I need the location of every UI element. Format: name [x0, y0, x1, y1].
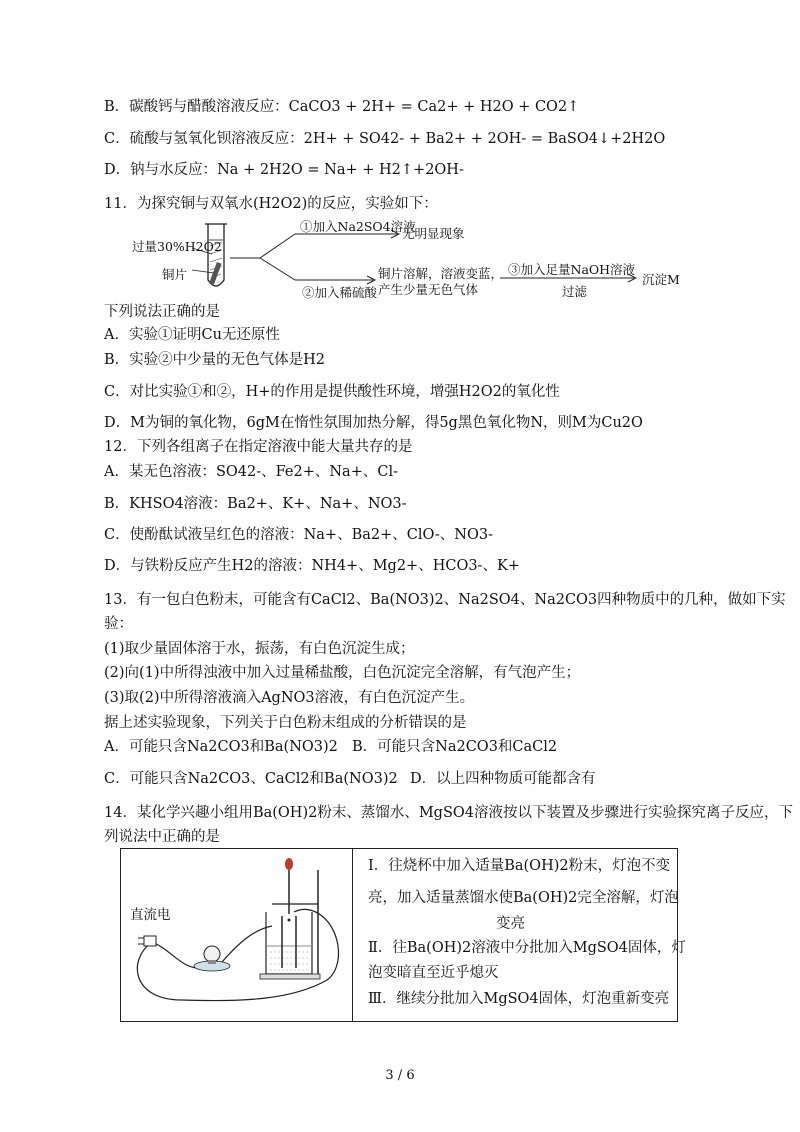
- q14-stem-line1: 14．某化学兴趣小组用Ba(OH)2粉末、蒸馏水、MgSO4溶液按以下装置及步骤进行实验探究离子反应，下: [104, 805, 793, 821]
- plug-icon: [138, 936, 156, 946]
- q13-option-b: B．可能只含Na2CO3和CaCl2: [352, 739, 558, 755]
- branch2-label: ②加入稀硫酸: [302, 285, 378, 300]
- q14-apparatus-diagram: [122, 850, 350, 1018]
- q10-option-b: B．碳酸钙与醋酸溶液反应：CaCO3 + 2H+ = Ca2+ + H2O + CO2↑: [104, 99, 580, 115]
- beaker-icon: [260, 912, 320, 979]
- dc-power-label: 直流电: [130, 907, 171, 923]
- q13-stem-line1: 13．有一包白色粉末，可能含有CaCl2、Ba(NO3)2、Na2SO4、Na2CO3四种物质中的几种，做如下实: [104, 592, 786, 608]
- q13-option-a: A．可能只含Na2CO3和Ba(NO3)2: [104, 739, 338, 755]
- q12-option-d: D．与铁粉反应产生H2的溶液：NH4+、Mg2+、HCO3-、K+: [104, 558, 520, 574]
- result2-line2: 产生少量无色气体: [378, 282, 479, 297]
- q13-option-d: D．以上四种物质可能都含有: [410, 771, 596, 787]
- q12-option-a: A．某无色溶液：SO42-、Fe2+、Na+、Cl-: [104, 464, 398, 480]
- q12-option-b: B．KHSO4溶液：Ba2+、K+、Na+、NO3-: [104, 496, 407, 512]
- step3-top-label: ③加入足量NaOH溶液: [508, 262, 636, 277]
- copper-label: 铜片: [162, 267, 188, 282]
- q14-step-1-line1: Ⅰ．往烧杯中加入适量Ba(OH)2粉末，灯泡不变: [368, 858, 671, 874]
- q14-step-1-line2: 亮，加入适量蒸馏水使Ba(OH)2完全溶解，灯泡: [368, 890, 679, 906]
- q14-step-2-line1: Ⅱ．往Ba(OH)2溶液中分批加入MgSO4固体，灯: [368, 940, 686, 956]
- q11-stem: 11．为探究铜与双氧水(H2O2)的反应，实验如下：: [104, 196, 438, 212]
- q11-option-b: B．实验②中少量的无色气体是H2: [104, 352, 326, 368]
- reagent-label: 过量30%H2O2: [132, 239, 222, 254]
- q11-option-a: A．实验①证明Cu无还原性: [104, 327, 280, 343]
- q10-option-c: C．硫酸与氢氧化钡溶液反应：2H+ + SO42- + Ba2+ + 2OH- = BaSO4↓+2H2O: [104, 131, 666, 147]
- dropper-icon: [285, 858, 293, 922]
- q14-table-divider: [352, 848, 353, 1021]
- q12-stem: 12．下列各组离子在指定溶液中能大量共存的是: [104, 439, 413, 455]
- q11-question: 下列说法正确的是: [104, 304, 220, 320]
- q13-stem-line2: 验：: [104, 616, 133, 632]
- q12-option-c: C．使酚酞试液呈红色的溶液：Na+、Ba2+、ClO-、NO3-: [104, 527, 493, 543]
- final-precipitate-label: 沉淀M: [642, 272, 680, 287]
- q11-option-c: C．对比实验①和②，H+的作用是提供酸性环境，增强H2O2的氧化性: [104, 384, 560, 400]
- q13-step-3: (3)取(2)中所得溶液滴入AgNO3溶液，有白色沉淀产生。: [104, 690, 475, 706]
- q14-step-3: Ⅲ．继续分批加入MgSO4固体，灯泡重新变亮: [368, 991, 670, 1007]
- q14-stem-line2: 列说法中正确的是: [104, 829, 220, 845]
- q14-step-2-line2: 泡变暗直至近乎熄灭: [368, 965, 499, 981]
- page-number: 3 / 6: [385, 1068, 415, 1083]
- branch1-label: ①加入Na2SO4溶液: [300, 219, 416, 234]
- q13-question: 据上述实验现象，下列关于白色粉末组成的分析错误的是: [104, 715, 467, 731]
- result2-line1: 铜片溶解，溶液变蓝，: [378, 266, 504, 281]
- q13-step-1: (1)取少量固体溶于水，振荡，有白色沉淀生成；: [104, 641, 415, 657]
- q13-option-c: C．可能只含Na2CO3、CaCl2和Ba(NO3)2: [104, 771, 398, 787]
- step3-bottom-label: 过滤: [562, 284, 588, 299]
- q11-option-d: D．M为铜的氧化物，6gM在惰性氛围加热分解，得5g黑色氧化物N，则M为Cu2O: [104, 415, 643, 431]
- copper-strip-icon: [209, 262, 221, 284]
- q13-step-2: (2)向(1)中所得浊液中加入过量稀盐酸，白色沉淀完全溶解，有气泡产生；: [104, 665, 581, 681]
- q14-step-1-line3: 变亮: [496, 916, 525, 932]
- result1-label: 无明显现象: [402, 226, 465, 241]
- q10-option-d: D．钠与水反应：Na + 2H2O = Na+ + H2↑+2OH-: [104, 162, 464, 178]
